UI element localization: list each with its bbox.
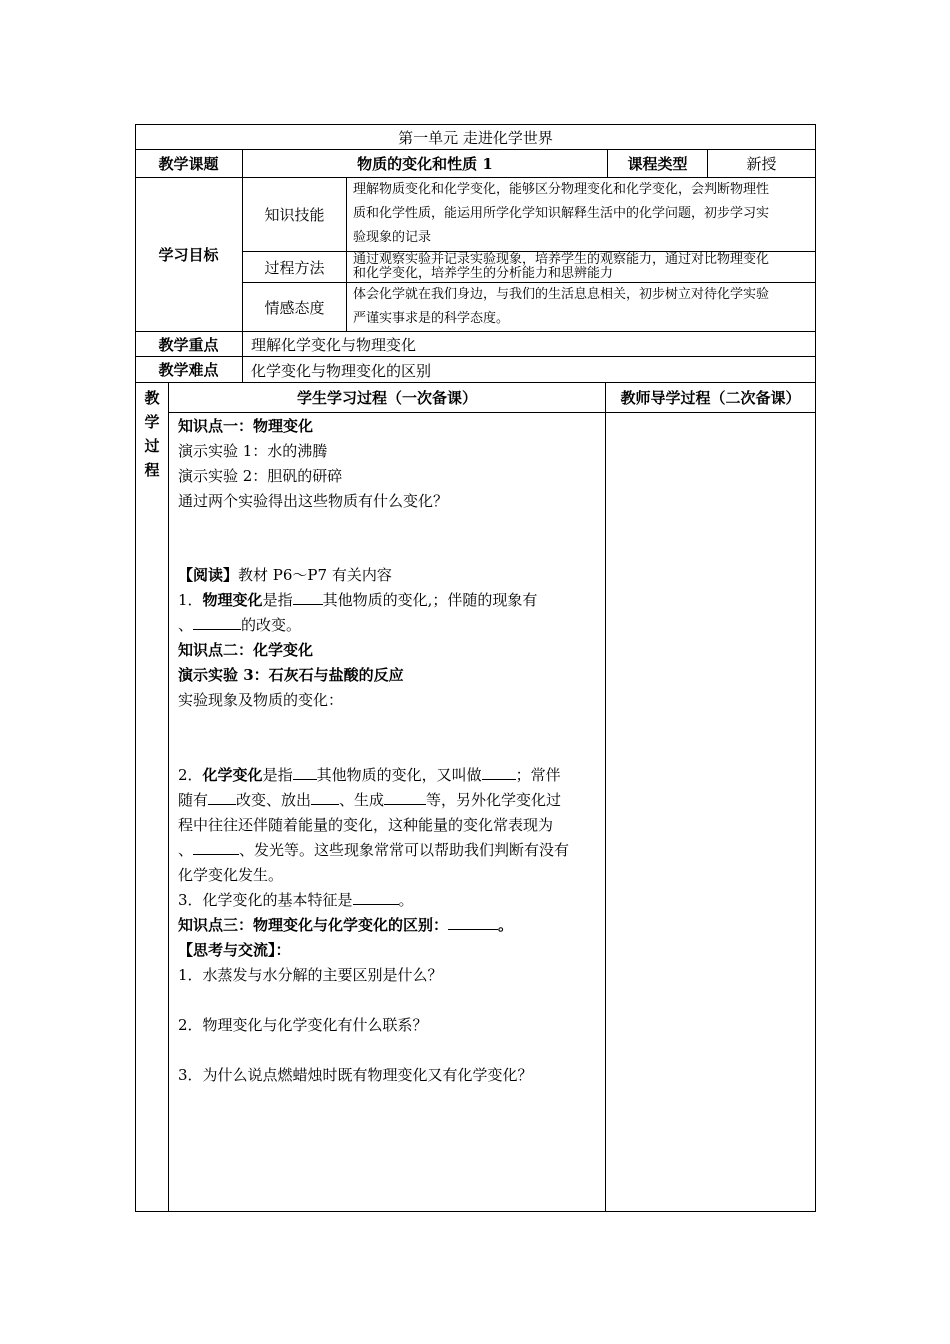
blank-field[interactable] [311, 790, 339, 805]
blank-field[interactable] [293, 590, 323, 605]
objective-line: 验现象的记录 [353, 230, 432, 245]
knowledge-point-3 [178, 913, 602, 938]
item-text: 、 [178, 841, 194, 859]
reading-text: 教材 P6～P7 有关内容 [238, 566, 392, 584]
item-term: 物理变化 [202, 591, 263, 609]
question-1: 1．水蒸发与水分解的主要区别是什么？ [178, 966, 443, 984]
difficulty-label: 教学难点 [158, 361, 219, 379]
item-text: 等，另外化学变化过 [426, 791, 562, 809]
objective-label-knowledge: 知识技能 [264, 206, 325, 224]
question-2: 2．物理变化与化学变化有什么联系？ [178, 1016, 428, 1034]
side-char: 程 [144, 461, 160, 479]
item-2-line-4 [178, 838, 602, 863]
blank-field[interactable] [193, 615, 241, 630]
objective-label-emotion: 情感态度 [264, 298, 325, 317]
teacher-content-area[interactable] [606, 413, 815, 1211]
item-text: 3．化学变化的基本特征是 [178, 891, 353, 909]
objective-line: 通过观察实验并记录实验现象，培养学生的观察能力，通过对比物理变化 [353, 252, 770, 267]
answer-space [178, 1038, 602, 1063]
item-num: 1． [178, 591, 203, 609]
blank-field[interactable] [293, 765, 317, 780]
item-3-line [178, 888, 602, 913]
key-point-value: 理解化学变化与物理变化 [251, 336, 417, 354]
blank-field[interactable] [448, 915, 498, 930]
knowledge-point-1: 知识点一：物理变化 [178, 417, 314, 435]
objective-line: 体会化学就在我们身边，与我们的生活息息相关，初步树立对待化学实验 [353, 287, 770, 302]
item-num: 2． [178, 766, 203, 784]
question-3: 3．为什么说点燃蜡烛时既有物理变化又有化学变化？ [178, 1066, 533, 1084]
item-2-line-2 [178, 788, 602, 813]
item-text: 是指 [262, 591, 293, 609]
blank-field[interactable] [384, 790, 426, 805]
item-2-line-1 [178, 763, 602, 788]
blank-field[interactable] [208, 790, 236, 805]
col-line [346, 177, 347, 331]
demo-experiment-3: 演示实验 3：石灰石与盐酸的反应 [178, 666, 404, 684]
objective-line: 理解物质变化和化学变化，能够区分物理变化和化学变化，会判断物理性 [353, 182, 770, 197]
blank-field[interactable] [353, 890, 399, 905]
col-line [168, 382, 169, 1212]
blank-field[interactable] [482, 765, 516, 780]
answer-space [178, 713, 602, 763]
key-point-label: 教学重点 [158, 335, 219, 354]
item-text: 、发光等。这些现象常常可以帮助我们判断有没有 [239, 841, 570, 859]
item-1-line-2 [178, 613, 602, 638]
student-content [178, 414, 602, 1088]
objective-text-knowledge [353, 178, 813, 251]
process-side-label [144, 386, 160, 482]
border-right [815, 124, 816, 1212]
item-text: 。 [498, 916, 514, 934]
question-intro: 通过两个实验得出这些物质有什么变化？ [178, 492, 449, 510]
item-text: 、 [178, 616, 194, 634]
reading-bracket: 【阅读】 [178, 566, 239, 584]
item-text: 的改变。 [241, 616, 302, 634]
student-process-header: 学生学习过程（一次备课） [296, 389, 477, 407]
side-char: 过 [144, 437, 160, 455]
reading-line [178, 563, 602, 588]
objectives-label: 学习目标 [158, 246, 219, 264]
objective-text-emotion [353, 283, 813, 331]
item-text: 。 [398, 891, 414, 909]
think-and-discuss: 【思考与交流】： [178, 941, 291, 959]
blank-field[interactable] [193, 840, 239, 855]
item-text: 其他物质的变化，又叫做 [316, 766, 482, 784]
topic-value: 物质的变化和性质 1 [357, 155, 493, 173]
item-text: ；常伴 [515, 766, 561, 784]
border-bottom [135, 1211, 816, 1212]
item-text: 、生成 [339, 791, 385, 809]
demo-experiment-1: 演示实验 1：水的沸腾 [178, 442, 328, 460]
type-label: 课程类型 [627, 155, 688, 173]
side-char: 教 [144, 389, 160, 407]
item-text: 知识点三：物理变化与化学变化的区别： [178, 916, 449, 934]
unit-title: 第一单元 走进化学世界 [398, 128, 553, 147]
item-text: 其他物质的变化,；伴随的现象有 [322, 591, 538, 609]
item-2-line-5: 化学变化发生。 [178, 866, 284, 884]
demo-experiment-2: 演示实验 2：胆矾的研碎 [178, 467, 343, 485]
item-term: 化学变化 [202, 766, 263, 784]
objective-label-process: 过程方法 [264, 258, 325, 277]
knowledge-point-2: 知识点二：化学变化 [178, 641, 314, 659]
objective-line: 质和化学性质，能运用所学化学知识解释生活中的化学问题，初步学习实 [353, 206, 770, 221]
side-char: 学 [144, 413, 160, 431]
item-1-line-1 [178, 588, 602, 613]
answer-space [178, 988, 602, 1013]
observation-prompt: 实验现象及物质的变化： [178, 691, 344, 709]
item-text: 是指 [262, 766, 293, 784]
difficulty-value: 化学变化与物理变化的区别 [251, 362, 432, 380]
item-2-line-3: 程中往往还伴随着能量的变化，这种能量的变化常表现为 [178, 816, 554, 834]
item-text: 改变、放出 [236, 791, 312, 809]
type-value: 新授 [746, 155, 777, 173]
objective-line: 严谨实事求是的科学态度。 [353, 311, 510, 326]
answer-space [178, 514, 602, 563]
teacher-process-header: 教师导学过程（二次备课） [620, 389, 801, 407]
objective-line: 和化学变化，培养学生的分析能力和思辨能力 [353, 266, 614, 281]
item-text: 随有 [178, 791, 209, 809]
topic-label: 教学课题 [158, 155, 219, 173]
objective-text-process [353, 253, 813, 281]
